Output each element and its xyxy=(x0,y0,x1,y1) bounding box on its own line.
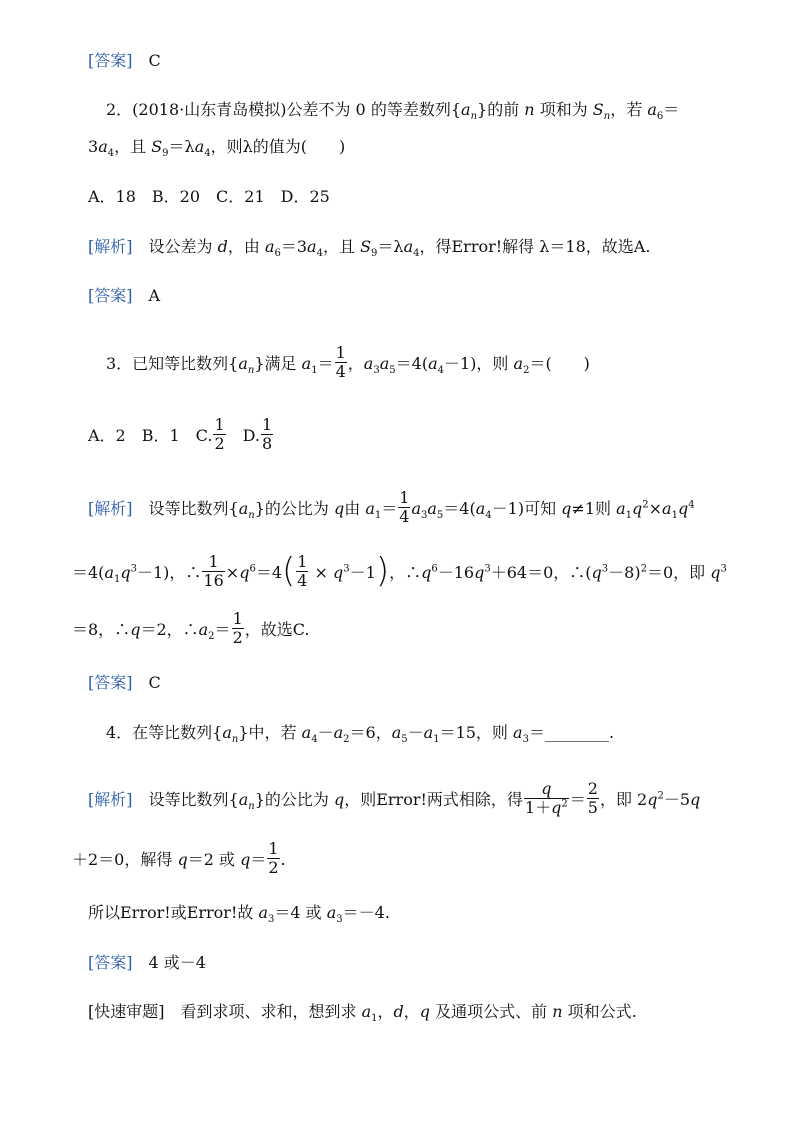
quick-review: [快速审题] 看到求项、求和，想到求 $a_1$，d，q 及通项公式、前 n 项和公式. xyxy=(88,1002,637,1025)
answer-value: C xyxy=(148,673,161,692)
question-2-line-2: $3a_4$，且 $S_9=\lambda a_4$，则λ的值为( ) xyxy=(88,137,346,160)
answer-label: [答案] xyxy=(88,51,133,70)
question-3-analysis-line-3: ＝8，∴q＝2，$\therefore a_2=$ $\frac{1}{2}$ ，故选C. xyxy=(72,609,310,647)
question-2-answer xyxy=(88,286,160,306)
question-3-options: A．2 B．1 C. $\frac{1}{2}$ D. $\frac{1}{8}$ xyxy=(88,415,273,453)
question-4-answer xyxy=(88,953,206,973)
answer-label: [答案] xyxy=(88,953,133,972)
question-4-analysis-line-2: ＋2＝0，解得 q＝2 或 q＝ $\frac{1}{2}$ . xyxy=(72,839,286,877)
question-3-analysis-line-1: [解析] 设等比数列$\{a_n\}$的公比为 q由 $a_1=$ $\frac{1}{4}$ $a_3a_5=4(a_4-1)$可知 q≠1则 $a_1q^2\times a_1q^4$ xyxy=(88,488,695,526)
analysis-label: [解析] xyxy=(88,499,133,518)
quick-review-label: [快速审题] xyxy=(88,1002,165,1021)
answer-label: [答案] xyxy=(88,286,133,305)
question-3-analysis-line-2: $=4(a_1q^3-1)$，∴ $\frac{1}{16}$ $\times q^6=4$( $\frac{1}{4}$ × $q^3-1$)，$\therefore q^6-16q^3+64=0$，$\therefore(q^3-8)^2=0$，即 $q^3$ xyxy=(72,551,727,591)
question-4-analysis-line-1: [解析] 设等比数列$\{a_n\}$的公比为 q，则Error!两式相除，得 $\frac{q}{1+q^2}$ ＝ $\frac{2}{5}$ ，即 $2q^2-5q$ xyxy=(88,779,701,817)
question-4-conclusion: 所以Error!或Error!故 $a_3=4$ 或 $a_3=-4$. xyxy=(88,903,390,926)
analysis-label: [解析] xyxy=(88,790,133,809)
answer-value: 4 或－4 xyxy=(148,953,206,972)
answer-line-1 xyxy=(88,51,161,71)
question-3-text: 3．已知等比数列$\{a_n\}$满足 $a_1=$ $\frac{1}{4}$ ，$a_3a_5=4(a_4-1)$，则 $a_2=$( ) xyxy=(106,343,590,381)
question-4-text: 4．在等比数列$\{a_n\}$中，若 $a_4-a_2=6$，$a_5-a_1=15$，则 $a_3=\_\_\_\_\_\_\_\_$. xyxy=(106,723,615,746)
answer-value: A xyxy=(148,286,161,305)
question-2-analysis: [解析] 设公差为 d，由 $a_6=3a_4$，且 $S_9=\lambda a_4$，得Error!解得 λ＝18，故选A. xyxy=(88,237,651,260)
question-2-options: A．18 B．20 C．21 D．25 xyxy=(88,187,330,206)
question-3-answer xyxy=(88,673,161,693)
analysis-label: [解析] xyxy=(88,237,133,256)
answer-label: [答案] xyxy=(88,673,133,692)
question-2-line-1: 2．(2018·山东青岛模拟)公差不为 0 的等差数列$\{a_n\}$的前 n 项和为 $S_n$，若 $a_6=$ xyxy=(106,100,680,123)
answer-value: C xyxy=(148,51,161,70)
